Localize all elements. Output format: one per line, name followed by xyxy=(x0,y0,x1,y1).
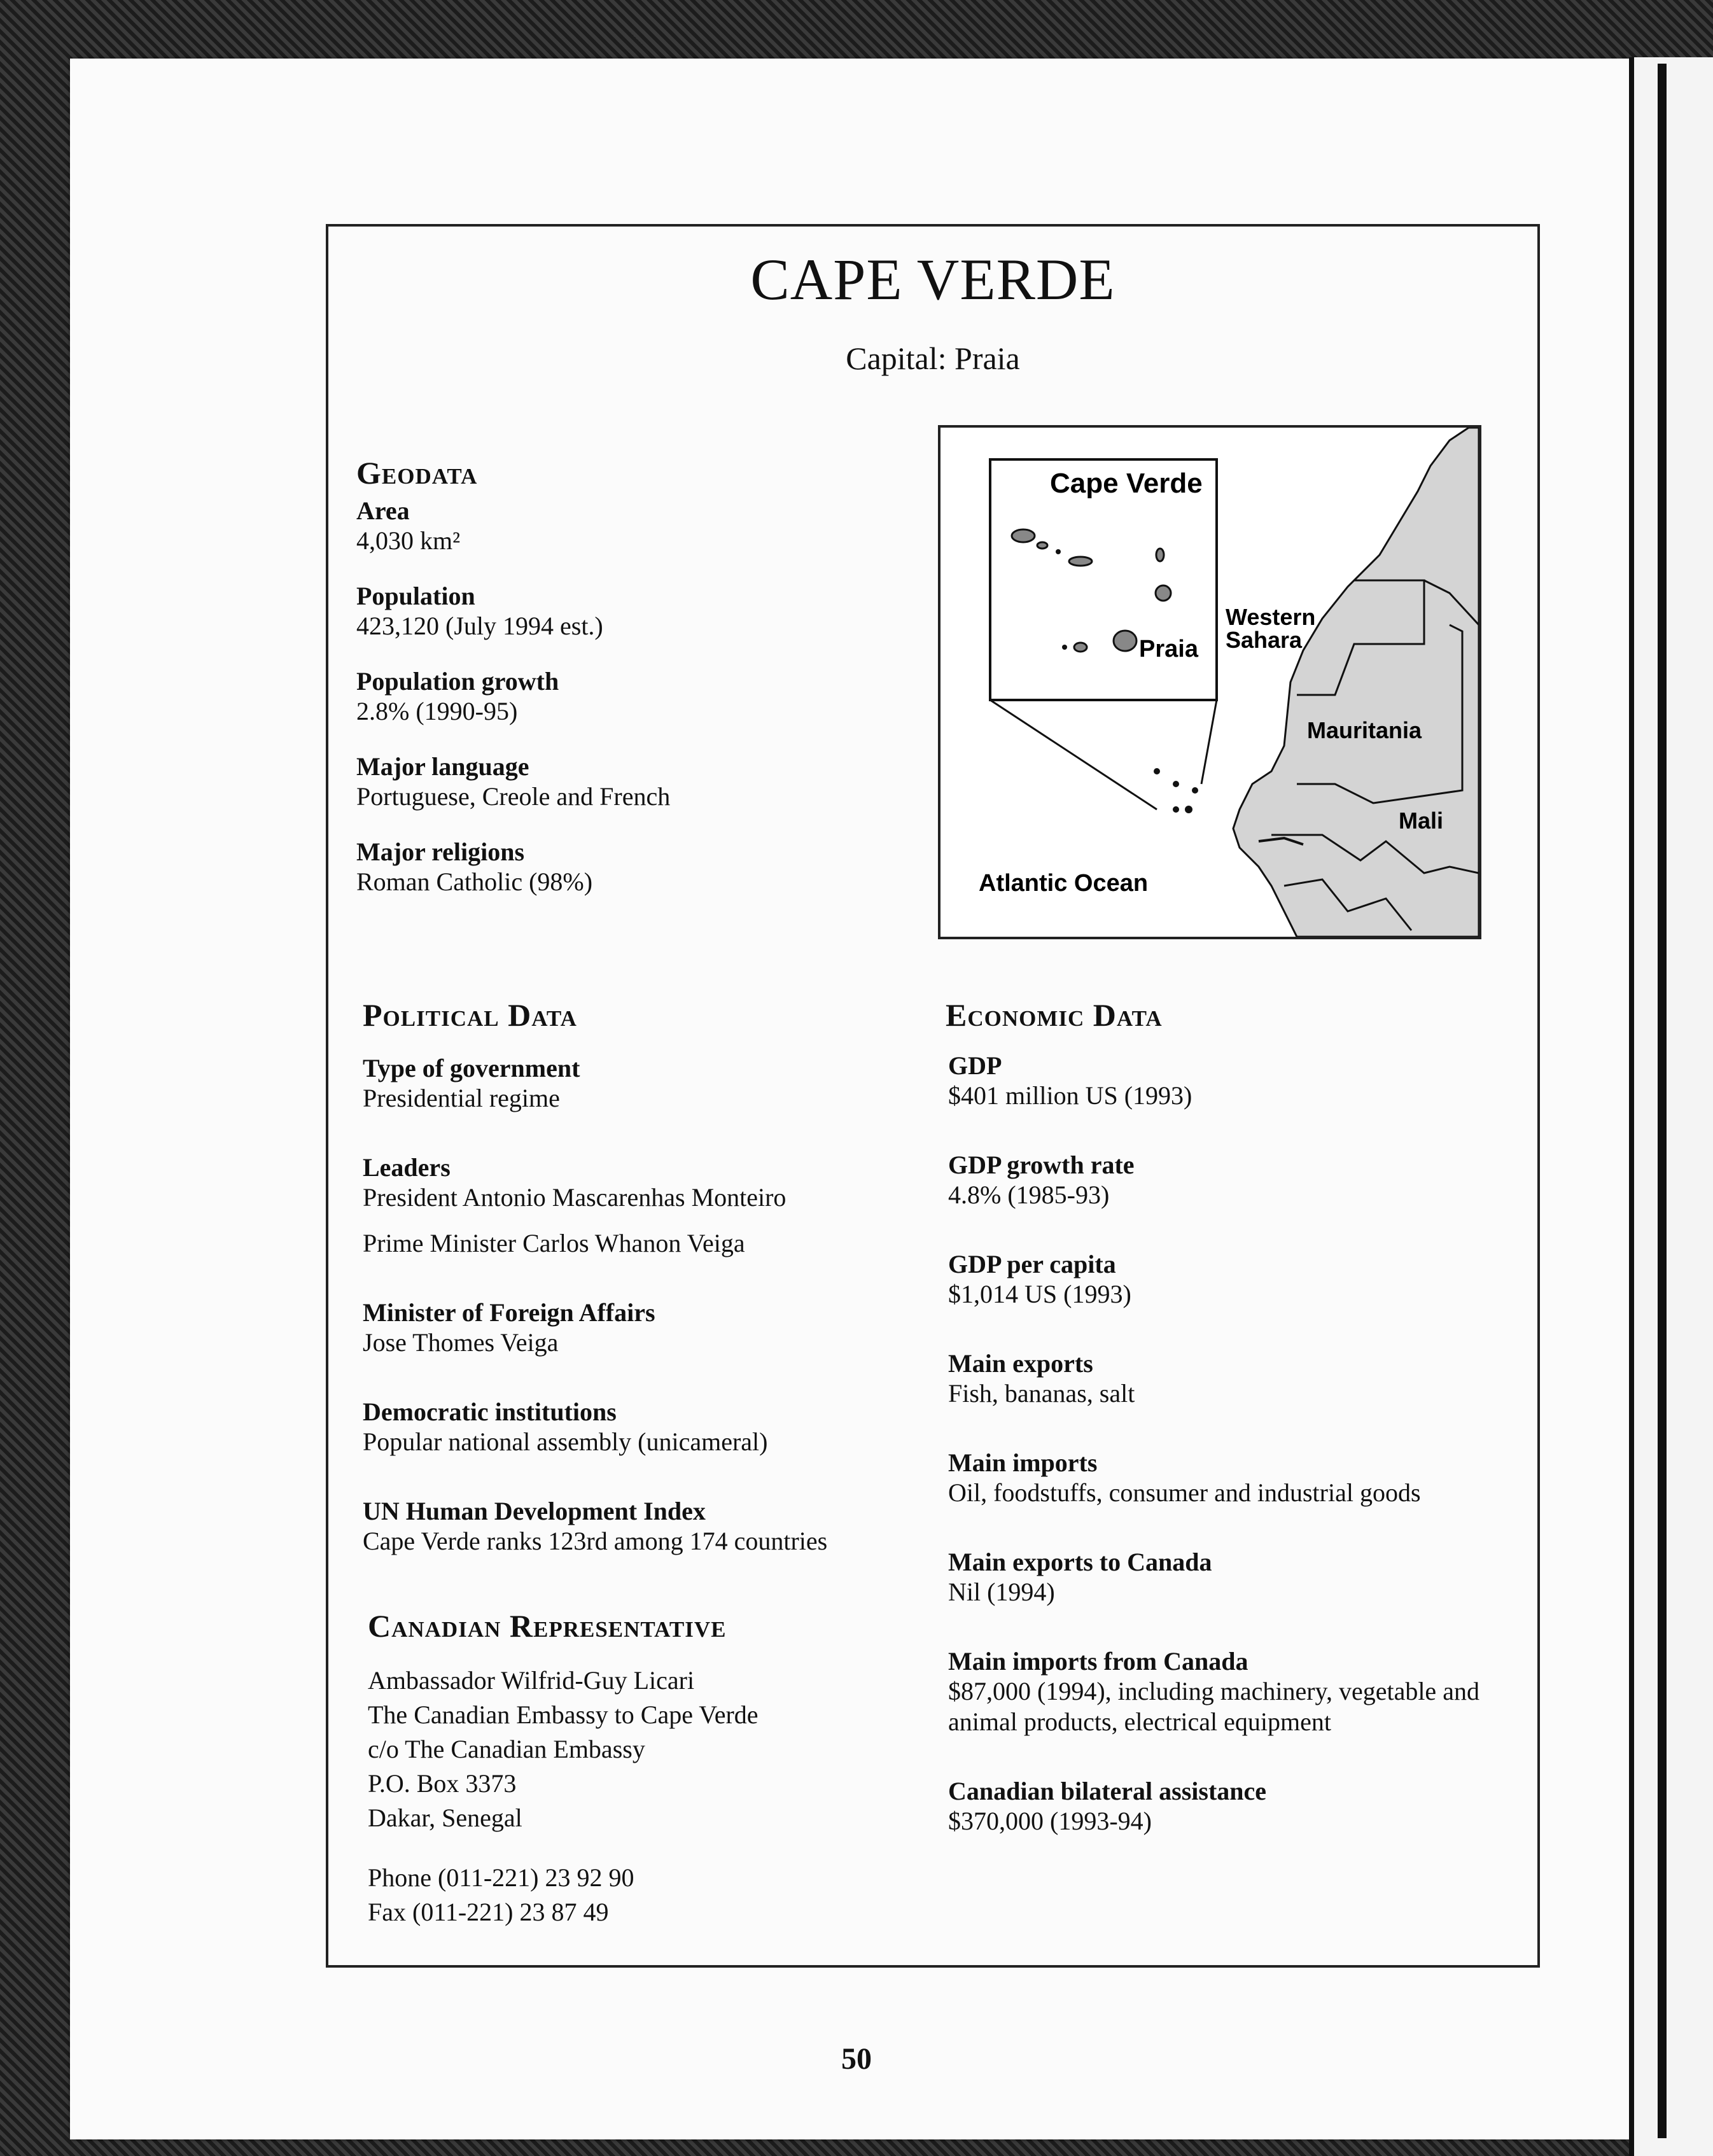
representative-heading: Canadian Representative xyxy=(368,1608,727,1644)
gdp-value: $401 million US (1993) xyxy=(948,1081,1192,1110)
ocean-label: Atlantic Ocean xyxy=(979,870,1149,897)
foreign-minister-label: Minister of Foreign Affairs xyxy=(363,1298,655,1327)
island xyxy=(1173,806,1179,813)
geodata-religions xyxy=(356,837,904,897)
field-label: Population growth xyxy=(356,667,559,696)
leader-prime-minister: Prime Minister Carlos Whanon Veiga xyxy=(363,1229,745,1257)
page-title: CAPE VERDE xyxy=(750,247,1115,312)
democratic-institutions-value: Popular national assembly (unicameral) xyxy=(363,1427,768,1456)
main-imports-label: Main imports xyxy=(948,1448,1098,1477)
field-value: Roman Catholic (98%) xyxy=(356,867,593,896)
content-frame xyxy=(326,224,1540,1968)
island xyxy=(1074,643,1087,652)
main-exports-label: Main exports xyxy=(948,1349,1093,1378)
mali-label: Mali xyxy=(1399,808,1444,834)
political-section xyxy=(363,1054,910,1557)
geodata-population-growth xyxy=(356,667,904,727)
book-binding xyxy=(1629,57,1713,2156)
geodata-language xyxy=(356,752,904,812)
island xyxy=(1156,549,1164,561)
field-value: 4,030 km² xyxy=(356,526,461,555)
bilateral-assistance-label: Canadian bilateral assistance xyxy=(948,1777,1267,1805)
economic-heading: Economic Data xyxy=(946,997,1163,1033)
leaders-label: Leaders xyxy=(363,1153,451,1182)
government-type-label: Type of government xyxy=(363,1054,580,1082)
island xyxy=(1012,529,1035,542)
address-line: Dakar, Senegal xyxy=(368,1803,522,1832)
gdp-per-capita-value: $1,014 US (1993) xyxy=(948,1280,1131,1308)
field-value: Portuguese, Creole and French xyxy=(356,782,671,811)
field-label: Area xyxy=(356,496,410,525)
island xyxy=(1192,787,1198,794)
field-value: 2.8% (1990-95) xyxy=(356,697,518,725)
island xyxy=(1173,781,1179,787)
binding-edge xyxy=(1658,64,1667,2138)
sahara-label: Sahara xyxy=(1226,627,1303,653)
geodata-area xyxy=(356,496,904,556)
hdi-value: Cape Verde ranks 123rd among 174 countries xyxy=(363,1527,828,1555)
address-line: The Canadian Embassy to Cape Verde xyxy=(368,1700,759,1729)
field-label: Major language xyxy=(356,752,529,781)
island xyxy=(1056,549,1061,554)
gdp-growth-value: 4.8% (1985-93) xyxy=(948,1180,1110,1209)
field-value: 423,120 (July 1994 est.) xyxy=(356,612,603,640)
foreign-minister-value: Jose Thomes Veiga xyxy=(363,1328,559,1357)
geodata-heading: Geodata xyxy=(356,455,478,491)
island xyxy=(1154,768,1160,774)
imports-from-canada-value: $87,000 (1994), including machinery, vegetable and xyxy=(948,1677,1479,1705)
gdp-label: GDP xyxy=(948,1051,1002,1080)
inset-pointer-right xyxy=(1201,700,1217,784)
island xyxy=(1069,557,1092,566)
representative-section xyxy=(368,1663,915,1929)
region-map xyxy=(938,425,1481,939)
island xyxy=(1062,645,1067,650)
economic-section xyxy=(948,1051,1521,1837)
political-heading: Political Data xyxy=(363,997,577,1033)
main-imports-value: Oil, foodstuffs, consumer and industrial goods xyxy=(948,1478,1421,1507)
leader-president: President Antonio Mascarenhas Monteiro xyxy=(363,1183,787,1212)
address-line: P.O. Box 3373 xyxy=(368,1769,517,1798)
mauritania-label: Mauritania xyxy=(1307,717,1422,743)
phone-number: Phone (011-221) 23 92 90 xyxy=(368,1863,634,1892)
africa-landmass xyxy=(1233,428,1479,937)
imports-from-canada-label: Main imports from Canada xyxy=(948,1647,1248,1676)
government-type-value: Presidential regime xyxy=(363,1084,560,1112)
address-line: c/o The Canadian Embassy xyxy=(368,1735,645,1763)
main-exports-value: Fish, bananas, salt xyxy=(948,1379,1135,1408)
field-label: Major religions xyxy=(356,837,525,866)
field-label: Population xyxy=(356,582,475,610)
inset-label: Cape Verde xyxy=(1050,468,1203,499)
gdp-per-capita-label: GDP per capita xyxy=(948,1250,1116,1278)
geodata-population xyxy=(356,582,904,641)
address-line: Ambassador Wilfrid-Guy Licari xyxy=(368,1666,695,1695)
democratic-institutions-label: Democratic institutions xyxy=(363,1397,617,1426)
imports-from-canada-value-cont: animal products, electrical equipment xyxy=(948,1707,1331,1736)
island xyxy=(1185,806,1192,813)
fax-number: Fax (011-221) 23 87 49 xyxy=(368,1898,609,1926)
capital-line: Capital: Praia xyxy=(846,340,1020,376)
map-drawing xyxy=(940,428,1479,937)
inset-pointer-left xyxy=(990,700,1157,809)
geodata-section xyxy=(356,496,904,897)
bilateral-assistance-value: $370,000 (1993-94) xyxy=(948,1807,1152,1835)
exports-to-canada-value: Nil (1994) xyxy=(948,1578,1055,1606)
page-number: 50 xyxy=(841,2042,872,2076)
praia-label: Praia xyxy=(1139,636,1198,662)
gdp-growth-label: GDP growth rate xyxy=(948,1151,1135,1179)
hdi-label: UN Human Development Index xyxy=(363,1497,706,1525)
island-santiago xyxy=(1114,631,1136,651)
island xyxy=(1156,585,1171,601)
western-label: Western xyxy=(1226,604,1316,630)
island xyxy=(1037,542,1047,549)
exports-to-canada-label: Main exports to Canada xyxy=(948,1548,1212,1576)
